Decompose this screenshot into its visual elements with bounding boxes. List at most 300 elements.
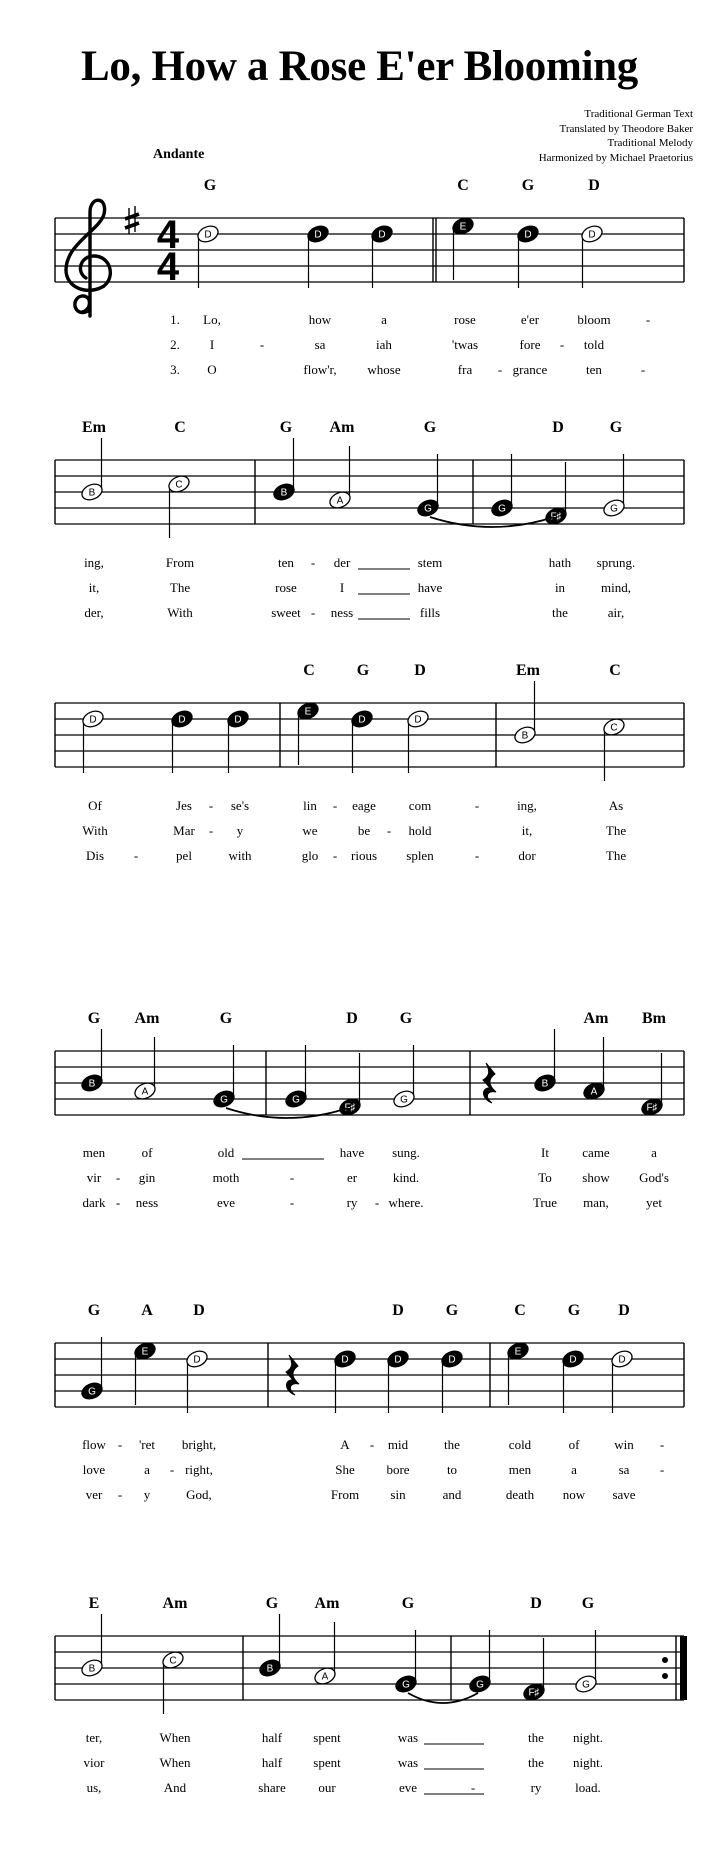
notehead-letter: D: [588, 229, 596, 241]
lyric-syllable: y: [143, 1487, 151, 1502]
lyric-syllable: our: [318, 1780, 336, 1795]
note: [225, 708, 250, 773]
notehead-letter: G: [88, 1386, 96, 1398]
lyric-syllable: sa: [618, 1462, 630, 1477]
lyric-syllable: have: [339, 1145, 365, 1160]
lyric-syllable: ing,: [517, 798, 537, 813]
lyric-syllable: der,: [84, 605, 104, 620]
lyric-syllable: Mar: [173, 823, 195, 838]
lyric-syllable: With: [82, 823, 108, 838]
lyric-syllable: e'er: [520, 312, 540, 327]
notehead-letter: E: [459, 221, 467, 233]
chord-symbol: G: [521, 177, 535, 194]
lyric-syllable: whose: [367, 362, 401, 377]
lyric-syllable: I: [209, 337, 215, 352]
notehead-letter: E: [514, 1346, 522, 1358]
lyric-syllable: She: [335, 1462, 355, 1477]
note: [601, 454, 626, 519]
lyric-syllable: where.: [388, 1195, 424, 1210]
tie: [408, 1693, 478, 1703]
lyric-syllable: fills: [419, 605, 441, 620]
lyric-syllable: I: [339, 580, 345, 595]
lyric-syllable: Jes: [176, 798, 192, 813]
lyric-syllable: fra: [457, 362, 473, 377]
note: [132, 1340, 157, 1405]
lyric-syllable: The: [169, 580, 191, 595]
note: [369, 223, 394, 288]
notehead-letter: D: [193, 1354, 201, 1366]
lyric-syllable: load.: [575, 1780, 601, 1795]
notehead-letter: F♯: [646, 1102, 658, 1114]
notehead-letter: D: [341, 1354, 349, 1366]
lyric-syllable: 'ret: [138, 1437, 156, 1452]
lyric-syllable: 'twas: [451, 337, 479, 352]
lyric-syllable: -: [645, 312, 651, 327]
note: [391, 1045, 416, 1110]
tie: [226, 1108, 348, 1118]
notehead-letter: G: [400, 1094, 408, 1106]
final-barline: [680, 1636, 687, 1700]
note: [450, 215, 475, 280]
chord-symbol: G: [356, 662, 370, 679]
note: [271, 438, 296, 503]
notehead-letter: C: [169, 1655, 177, 1667]
lyric-syllable: the: [444, 1437, 460, 1452]
lyric-syllable: a: [381, 312, 387, 327]
lyric-syllable: spent: [313, 1755, 341, 1770]
lyric-syllable: -: [133, 848, 139, 863]
note: [521, 1638, 546, 1703]
lyric-syllable: show: [582, 1170, 610, 1185]
lyric-syllable: ver: [85, 1487, 103, 1502]
notehead-letter: G: [498, 503, 506, 515]
chord-symbol: D: [414, 662, 426, 679]
lyric-syllable: cold: [508, 1437, 532, 1452]
lyric-syllable: The: [605, 823, 627, 838]
lyric-syllable: It: [541, 1145, 549, 1160]
chord-symbol: G: [423, 419, 437, 436]
note: [393, 1630, 418, 1695]
notehead-letter: G: [424, 503, 432, 515]
lyric-syllable: -: [310, 555, 316, 570]
note: [79, 1337, 104, 1402]
note: [211, 1045, 236, 1110]
chord-symbol: D: [346, 1010, 358, 1027]
staff-system: [55, 419, 684, 620]
notehead-letter: F♯: [550, 511, 562, 523]
notehead-letter: D: [89, 714, 97, 726]
lyric-syllable: a: [651, 1145, 657, 1160]
note: [579, 223, 604, 288]
note: [79, 438, 104, 503]
lyric-syllable: y: [236, 823, 244, 838]
lyric-syllable: night.: [573, 1755, 603, 1770]
chord-symbol: C: [303, 662, 315, 679]
lyric-syllable: The: [605, 848, 627, 863]
notehead-letter: A: [321, 1671, 329, 1683]
lyric-syllable: the: [552, 605, 568, 620]
note: [581, 1037, 606, 1102]
lyric-syllable: mid: [387, 1437, 409, 1452]
lyric-syllable: ry: [346, 1195, 358, 1210]
note: [80, 708, 105, 773]
tempo-marking: Andante: [153, 147, 205, 162]
time-signature: [157, 213, 180, 289]
chord-symbol: G: [399, 1010, 413, 1027]
lyric-syllable: rious: [351, 848, 377, 863]
credit-text: Traditional German Text: [584, 108, 693, 120]
note: [295, 700, 320, 765]
lyric-syllable: flow: [82, 1437, 106, 1452]
lyric-syllable: To: [538, 1170, 552, 1185]
lyric-syllable: hold: [408, 823, 432, 838]
lyric-syllable: ter,: [85, 1730, 103, 1745]
lyric-syllable: True: [532, 1195, 558, 1210]
lyric-syllable: er: [346, 1170, 358, 1185]
chord-symbol: A: [141, 1302, 153, 1319]
lyric-syllable: love: [82, 1462, 106, 1477]
lyric-syllable: yet: [646, 1195, 662, 1210]
notehead-letter: G: [610, 503, 618, 515]
note: [305, 223, 330, 288]
lyric-syllable: Of: [88, 798, 102, 813]
lyric-syllable: told: [583, 337, 605, 352]
lyric-syllable: God,: [186, 1487, 212, 1502]
note: [560, 1348, 585, 1413]
staff-system: [55, 1302, 684, 1502]
notehead-letter: B: [88, 1078, 96, 1090]
notehead-letter: D: [569, 1354, 577, 1366]
notehead-letter: D: [204, 229, 212, 241]
lyric-syllable: came: [582, 1145, 610, 1160]
chord-symbol: Am: [134, 1010, 160, 1027]
chord-symbol: Am: [162, 1595, 188, 1612]
note: [467, 1630, 492, 1695]
lyric-syllable: night.: [573, 1730, 603, 1745]
lyric-syllable: it,: [521, 823, 533, 838]
chord-symbol: D: [588, 177, 600, 194]
lyric-syllable: vir: [86, 1170, 102, 1185]
lyric-syllable: in: [554, 580, 566, 595]
notehead-letter: D: [378, 229, 386, 241]
lyric-syllable: right,: [185, 1462, 213, 1477]
lyric-syllable: -: [208, 798, 214, 813]
note: [609, 1348, 634, 1413]
lyric-syllable: men: [82, 1145, 106, 1160]
note: [160, 1649, 185, 1714]
notehead-letter: B: [88, 487, 96, 499]
lyric-syllable: bright,: [181, 1437, 217, 1452]
lyric-syllable: air,: [607, 605, 625, 620]
lyric-syllable: -: [332, 848, 338, 863]
lyric-syllable: sweet: [271, 605, 301, 620]
lyric-syllable: ing,: [84, 555, 104, 570]
note: [257, 1614, 282, 1679]
lyric-syllable: A: [340, 1437, 350, 1452]
lyric-syllable: eage: [352, 798, 376, 813]
chord-symbol: D: [530, 1595, 542, 1612]
note: [573, 1630, 598, 1695]
notehead-letter: A: [141, 1086, 149, 1098]
lyric-syllable: -: [559, 337, 565, 352]
notehead-letter: E: [141, 1346, 149, 1358]
note: [184, 1348, 209, 1413]
staff-system: [55, 1010, 684, 1210]
notehead-letter: A: [590, 1086, 598, 1098]
notehead-letter: D: [618, 1354, 626, 1366]
lyric-syllable: 2.: [170, 337, 180, 352]
time-signature-denominator: 4: [156, 245, 180, 289]
notehead-letter: D: [314, 229, 322, 241]
lyric-syllable: bloom: [577, 312, 611, 327]
chord-symbol: G: [203, 177, 217, 194]
lyric-syllable: be: [357, 823, 371, 838]
lyric-syllable: lin: [303, 798, 317, 813]
lyric-syllable: eve: [398, 1780, 418, 1795]
lyric-syllable: with: [228, 848, 252, 863]
lyric-syllable: -: [289, 1195, 295, 1210]
credit-melody: Traditional Melody: [607, 137, 693, 149]
chord-symbol: C: [514, 1302, 526, 1319]
lyric-syllable: -: [289, 1170, 295, 1185]
note: [505, 1340, 530, 1405]
tie: [430, 517, 554, 527]
lyric-syllable: ten: [278, 555, 294, 570]
lyric-syllable: ness: [330, 605, 354, 620]
note: [512, 681, 537, 746]
lyric-syllable: -: [310, 605, 316, 620]
lyric-syllable: -: [386, 823, 392, 838]
chord-symbol: Am: [329, 419, 355, 436]
lyric-syllable: share: [258, 1780, 286, 1795]
lyric-syllable: eve: [216, 1195, 236, 1210]
notehead-letter: D: [448, 1354, 456, 1366]
lyric-syllable: -: [259, 337, 265, 352]
repeat-dot: [662, 1657, 668, 1663]
lyric-syllable: iah: [376, 337, 392, 352]
lyric-syllable: splen: [406, 848, 434, 863]
lyric-syllable: kind.: [392, 1170, 420, 1185]
credit-harmonizer: Harmonized by Michael Praetorius: [538, 151, 693, 164]
notehead-letter: G: [292, 1094, 300, 1106]
note: [639, 1053, 664, 1118]
lyric-syllable: -: [474, 848, 480, 863]
chord-symbol: C: [609, 662, 621, 679]
note: [415, 454, 440, 519]
notehead-letter: B: [280, 487, 288, 499]
lyric-syllable: hath: [548, 555, 572, 570]
lyric-syllable: and: [442, 1487, 462, 1502]
chord-symbol: Am: [314, 1595, 340, 1612]
chord-symbol: G: [567, 1302, 581, 1319]
note: [283, 1045, 308, 1110]
lyric-syllable: -: [169, 1462, 175, 1477]
chord-symbol: G: [581, 1595, 595, 1612]
note: [601, 716, 626, 781]
note: [169, 708, 194, 773]
lyric-syllable: -: [640, 362, 646, 377]
note: [195, 223, 220, 288]
lyric-syllable: moth: [212, 1170, 240, 1185]
lyric-syllable: now: [562, 1487, 586, 1502]
lyric-syllable: 1.: [170, 312, 180, 327]
lyric-syllable: -: [497, 362, 503, 377]
lyric-syllable: And: [163, 1780, 187, 1795]
lyric-syllable: -: [474, 798, 480, 813]
notehead-letter: E: [304, 706, 312, 718]
note: [405, 708, 430, 773]
lyric-syllable: ry: [530, 1780, 542, 1795]
lyric-syllable: old: [217, 1145, 235, 1160]
lyric-syllable: of: [141, 1145, 153, 1160]
lyric-syllable: com: [408, 798, 432, 813]
notehead-letter: D: [234, 714, 242, 726]
notehead-letter: B: [88, 1663, 96, 1675]
lyric-syllable: -: [659, 1462, 665, 1477]
lyric-syllable: ness: [135, 1195, 159, 1210]
notehead-letter: D: [524, 229, 532, 241]
lyric-syllable: Lo,: [203, 312, 221, 327]
lyric-syllable: half: [261, 1730, 283, 1745]
staff-system: [55, 177, 684, 377]
notehead-letter: G: [220, 1094, 228, 1106]
chord-symbol: G: [279, 419, 293, 436]
note: [79, 1029, 104, 1094]
notehead-letter: D: [394, 1354, 402, 1366]
lyric-syllable: us,: [86, 1780, 102, 1795]
chord-symbol: C: [174, 419, 186, 436]
lyric-syllable: As: [608, 798, 624, 813]
lyric-syllable: bore: [386, 1462, 410, 1477]
lyric-syllable: to: [446, 1462, 458, 1477]
notehead-letter: D: [358, 714, 366, 726]
lyric-syllable: stem: [417, 555, 443, 570]
note: [337, 1053, 362, 1118]
note: [349, 708, 374, 773]
lyric-syllable: win: [614, 1437, 634, 1452]
lyric-syllable: -: [115, 1195, 121, 1210]
notehead-letter: B: [521, 730, 529, 742]
time-signature-numerator: 4: [156, 213, 180, 257]
lyric-syllable: -: [208, 823, 214, 838]
note: [79, 1614, 104, 1679]
lyric-syllable: the: [528, 1730, 544, 1745]
lyric-syllable: God's: [639, 1170, 669, 1185]
lyric-syllable: gin: [138, 1170, 156, 1185]
sharp-icon: [125, 206, 139, 234]
credit-translator: Translated by Theodore Baker: [559, 122, 693, 135]
notehead-letter: F♯: [528, 1687, 540, 1699]
note: [489, 454, 514, 519]
notehead-letter: F♯: [344, 1102, 356, 1114]
lyric-syllable: how: [308, 312, 332, 327]
lyric-syllable: When: [159, 1755, 191, 1770]
lyric-syllable: -: [369, 1437, 375, 1452]
chord-symbol: D: [392, 1302, 404, 1319]
chord-symbol: G: [401, 1595, 415, 1612]
chord-symbol: G: [87, 1302, 101, 1319]
song-title: Lo, How a Rose E'er Blooming: [81, 43, 638, 90]
chord-symbol: D: [552, 419, 564, 436]
lyric-syllable: se's: [230, 798, 250, 813]
staff-system: [55, 662, 684, 863]
notehead-letter: G: [402, 1679, 410, 1691]
lyric-syllable: -: [115, 1170, 121, 1185]
chord-symbol: G: [609, 419, 623, 436]
notehead-letter: D: [178, 714, 186, 726]
chord-symbol: C: [457, 177, 469, 194]
lyric-syllable: sa: [314, 337, 326, 352]
chord-symbol: Bm: [642, 1010, 666, 1027]
lyric-syllable: -: [117, 1437, 123, 1452]
lyric-syllable: spent: [313, 1730, 341, 1745]
lyric-syllable: -: [470, 1780, 476, 1795]
lyric-syllable: dor: [518, 848, 536, 863]
lyric-syllable: When: [159, 1730, 191, 1745]
notehead-letter: G: [582, 1679, 590, 1691]
chord-symbol: G: [445, 1302, 459, 1319]
lyric-syllable: death: [505, 1487, 535, 1502]
lyric-syllable: O: [207, 362, 217, 377]
note: [132, 1037, 157, 1102]
lyric-syllable: a: [571, 1462, 577, 1477]
lyric-syllable: sin: [390, 1487, 406, 1502]
notehead-letter: C: [175, 479, 183, 491]
lyric-syllable: was: [397, 1755, 419, 1770]
notehead-letter: A: [336, 495, 344, 507]
lyric-syllable: rose: [454, 312, 476, 327]
staff-system: [55, 1595, 687, 1795]
lyric-syllable: vior: [83, 1755, 105, 1770]
lyric-syllable: save: [612, 1487, 636, 1502]
notehead-letter: B: [541, 1078, 549, 1090]
chord-symbol: Em: [82, 419, 106, 436]
note: [532, 1029, 557, 1094]
notehead-letter: B: [266, 1663, 274, 1675]
lyric-syllable: pel: [176, 848, 192, 863]
note: [166, 473, 191, 538]
note: [312, 1622, 337, 1687]
lyric-syllable: With: [167, 605, 193, 620]
chord-symbol: Am: [583, 1010, 609, 1027]
lyric-syllable: rose: [275, 580, 297, 595]
note: [327, 446, 352, 511]
lyric-syllable: glo: [301, 848, 319, 863]
repeat-dot: [662, 1673, 668, 1679]
lyric-syllable: From: [165, 555, 195, 570]
lyric-syllable: it,: [88, 580, 100, 595]
note: [332, 1348, 357, 1413]
lyric-syllable: From: [330, 1487, 360, 1502]
chord-symbol: D: [193, 1302, 205, 1319]
lyric-syllable: ten: [586, 362, 602, 377]
lyric-syllable: fore: [519, 337, 541, 352]
chord-symbol: E: [88, 1595, 100, 1612]
lyric-syllable: men: [508, 1462, 532, 1477]
lyric-syllable: -: [374, 1195, 380, 1210]
lyric-syllable: dark: [82, 1195, 106, 1210]
chord-symbol: Em: [516, 662, 540, 679]
chord-symbol: G: [87, 1010, 101, 1027]
note: [515, 223, 540, 288]
lyric-syllable: sung.: [392, 1145, 420, 1160]
lyric-syllable: was: [397, 1730, 419, 1745]
lyric-syllable: man,: [583, 1195, 609, 1210]
lyric-syllable: flow'r,: [303, 362, 337, 377]
notehead-letter: D: [414, 714, 422, 726]
lyric-syllable: the: [528, 1755, 544, 1770]
lyric-syllable: of: [568, 1437, 580, 1452]
